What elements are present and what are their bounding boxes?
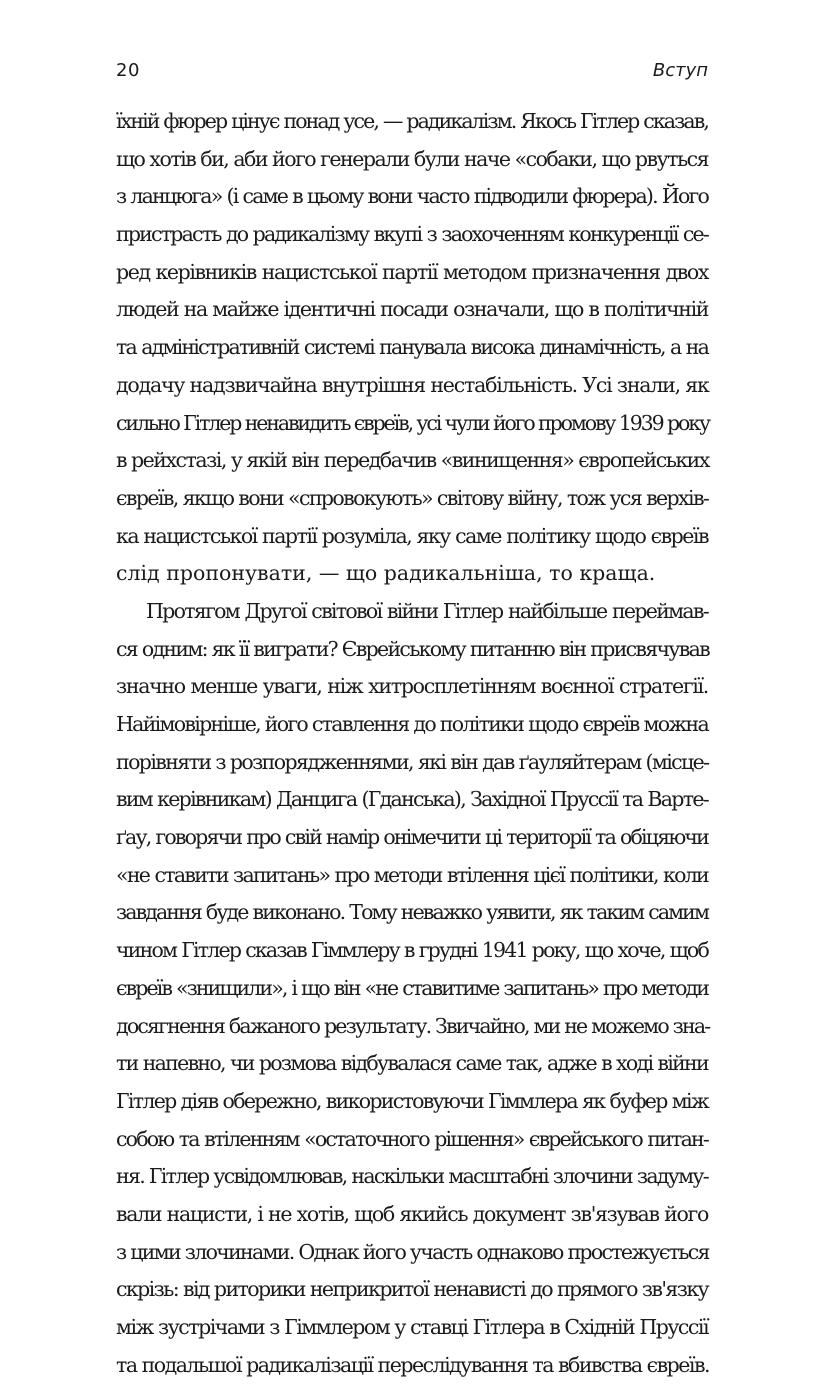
text-line: та подальшої радикалізації переслідування та вбивства євреїв. [116, 1352, 710, 1377]
text-line: їхній фюрер цінує понад усе, — радикалізм. Якось Гітлер сказав, [116, 109, 708, 133]
page-number: 20 [116, 60, 140, 81]
text-line: сильно Гітлер ненавидить євреїв, усі чули його промову 1939 року [116, 410, 709, 435]
text-line: собою та втіленням «остаточного рішення» єврейського питан- [116, 1126, 708, 1151]
text-line: завдання буде виконано. Тому неважко уявити, як таким самим [116, 900, 708, 925]
text-line: Найімовірніше, його ставлення до політики щодо євреїв можна [116, 712, 708, 736]
text-line: євреїв, якщо вони «спровокують» світову війну, тож уся верхів- [116, 485, 709, 510]
text-line: між зустрічами з Гіммлером у ставці Гітлера в Східній Пруссії [116, 1315, 708, 1339]
text-line: та адміністративній системі панувала висока динамічність, а на [116, 335, 708, 360]
text-line: в рейхстазі, у якій він передбачив «винищення» європейських [116, 448, 709, 473]
text-line: значно менше уваги, ніж хитросплетінням воєнної стратегії. [116, 674, 708, 699]
text-line: ня. Гітлер усвідомлював, наскільки масштабні злочини задуму- [116, 1164, 708, 1189]
text-line: слід пропонувати, — що радикальніша, то краща. [116, 561, 656, 586]
text-line: порівняти з розпорядженнями, які він дав ґауляйтерам (місце- [116, 749, 709, 774]
text-line: ка нацистської партії розуміла, яку саме політику щодо євреїв [116, 523, 708, 548]
text-line: пристрасть до радикалізму вкупі з заохоченням конкуренції се- [116, 222, 708, 247]
text-line: євреїв «знищили», і що він «не ставитиме запитань» про методи [116, 975, 708, 1000]
text-line: «не ставити запитань» про методи втілення цієї політики, коли [116, 862, 708, 887]
page-header [116, 60, 708, 90]
text-line: ти напевно, чи розмова відбувалася саме так, адже в ході війни [116, 1051, 708, 1076]
text-line: з цими злочинами. Однак його участь однаково простежується [116, 1239, 709, 1264]
text-line: скрізь: від риторики неприкритої ненависті до прямого зв'язку [116, 1277, 708, 1302]
text-line: ред керівників нацистської партії методом призначення двох [116, 259, 708, 284]
text-line: вим керівникам) Данцига (Гданська), Західної Пруссії та Варте- [116, 787, 708, 812]
text-line: з ланцюга» (і саме в цьому вони часто підводили фюрера). Його [116, 184, 708, 209]
text-line: додачу надзвичайна внутрішня нестабільність. Усі знали, як [116, 372, 709, 397]
text-line: чином Гітлер сказав Гіммлеру в грудні 1941 року, що хоче, щоб [116, 938, 708, 963]
text-line: ґау, говорячи про свій намір онімечити ці території та обіцяючи [116, 825, 708, 850]
text-line: ся одним: як її виграти? Єврейському питанню він присвячував [116, 636, 709, 661]
text-line: людей на майже ідентичні посади означали, що в політичній [116, 297, 708, 322]
text-line: що хотів би, аби його генерали були наче «собаки, що рвуться [116, 146, 709, 171]
text-line: Протягом Другої світової війни Гітлер найбільше переймав- [146, 598, 708, 623]
text-line: Гітлер діяв обережно, використовуючи Гіммлера як буфер між [116, 1088, 708, 1113]
text-line: досягнення бажаного результату. Звичайно, ми не можемо зна- [116, 1013, 710, 1038]
text-line: вали нацисти, і не хотів, щоб якийсь документ зв'язував його [116, 1201, 708, 1226]
body-text [116, 103, 708, 1384]
running-head: Вступ [652, 60, 708, 81]
